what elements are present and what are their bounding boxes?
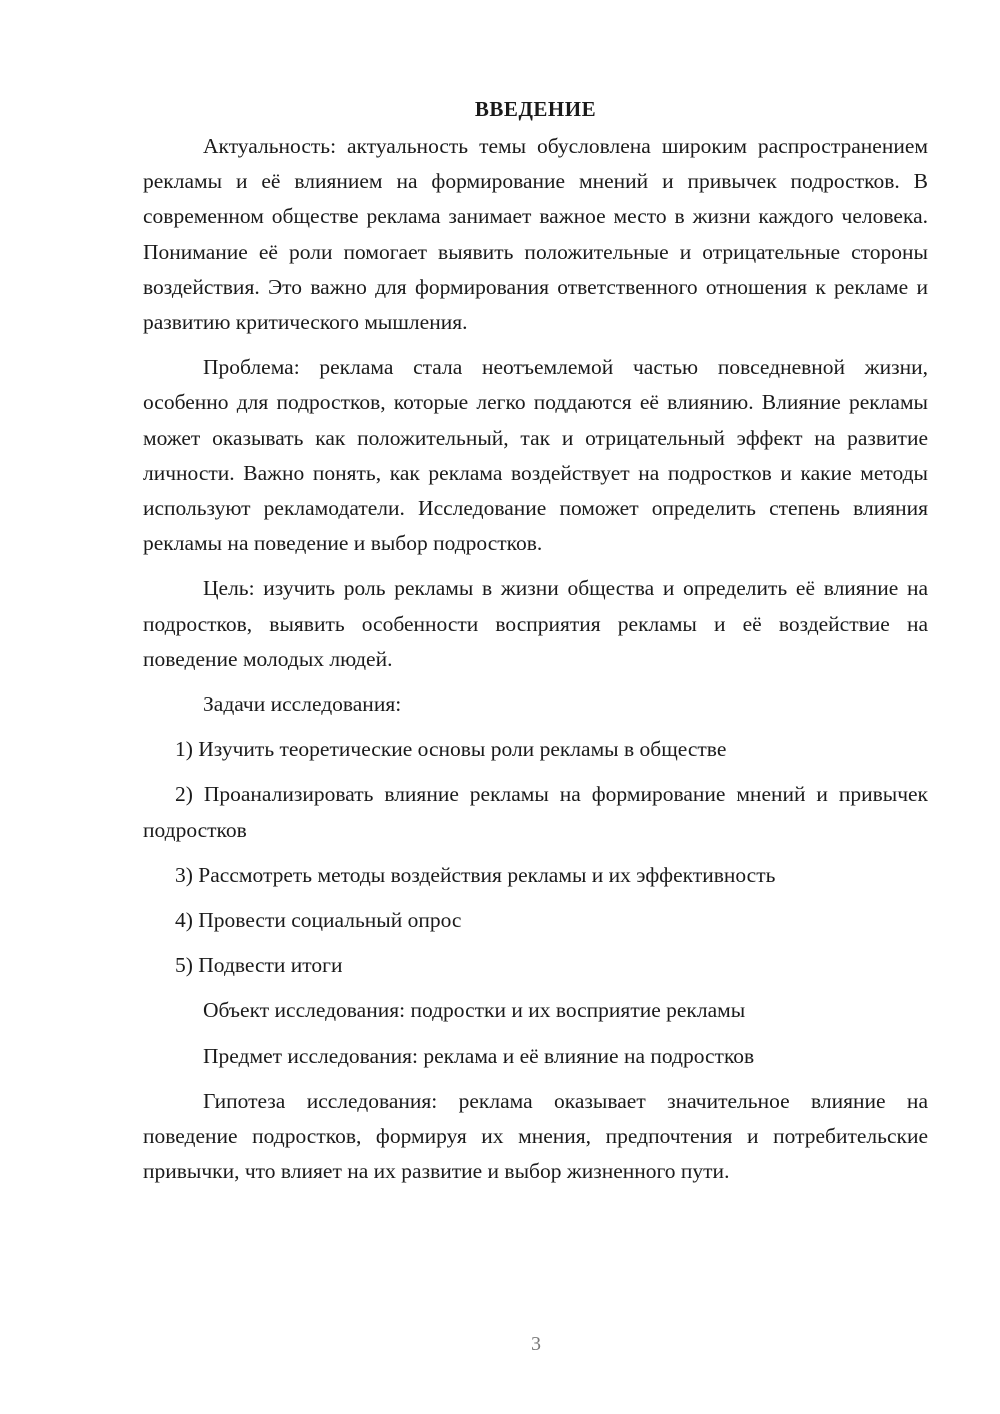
goal-paragraph: Цель: изучить роль рекламы в жизни общества и определить её влияние на подростков, выявить особенности восприятия рекламы и её воздействие на поведение молодых людей. (143, 576, 928, 671)
document-page (143, 92, 928, 1199)
task-item-5: 5) Подвести итоги (175, 953, 343, 978)
task-item-3: 3) Рассмотреть методы воздействия рекламы и их эффективность (175, 862, 776, 887)
task-item-2: 2) Проанализировать влияние рекламы на формирование мнений и привычек подростков (143, 782, 928, 842)
research-object: Объект исследования: подростки и их восприятие рекламы (203, 998, 746, 1023)
task-item-4: 4) Провести социальный опрос (175, 908, 462, 933)
tasks-heading: Задачи исследования: (203, 692, 402, 717)
page-number: 3 (531, 1333, 541, 1355)
research-subject: Предмет исследования: реклама и её влияние на подростков (203, 1043, 755, 1068)
relevance-paragraph: Актуальность: актуальность темы обусловлена широким распространением рекламы и её влиянием на формирование мнений и привычек подростков. В современном обществе реклама занимает важное место в жизни каждого человека. Понимание её роли помогает выявить положительные и отрицательные стороны воздействия. Это важно для формирования ответственного отношения к рекламе и развитию критического мышления. (143, 134, 928, 335)
page-title: ВВЕДЕНИЕ (474, 97, 597, 121)
problem-paragraph: Проблема: реклама стала неотъемлемой частью повседневной жизни, особенно для подростков, которые легко поддаются её влиянию. Влияние рекламы может оказывать как положительный, так и отрицательный эффект на развитие личности. Важно понять, как реклама воздействует на подростков и какие методы используют рекламодатели. Исследование поможет определить степень влияния рекламы на поведение и выбор подростков. (143, 355, 928, 556)
hypothesis-paragraph: Гипотеза исследования: реклама оказывает значительное влияние на поведение подростков, формируя их мнения, предпочтения и потребительские привычки, что влияет на их развитие и выбор жизненного пути. (143, 1088, 928, 1184)
task-item-1: 1) Изучить теоретические основы роли рекламы в обществе (175, 737, 727, 762)
tasks-list (143, 732, 928, 983)
